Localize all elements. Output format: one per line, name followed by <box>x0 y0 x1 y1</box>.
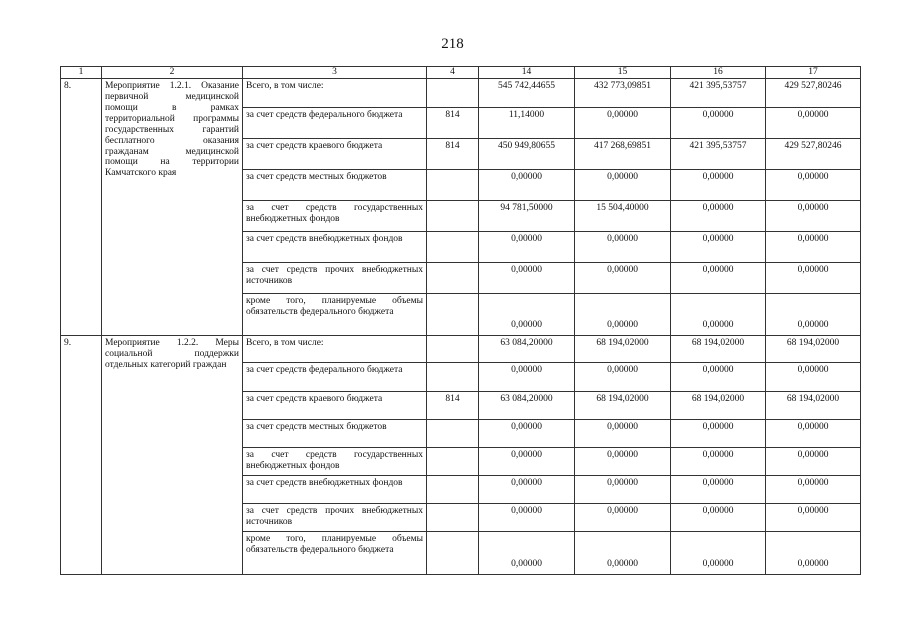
amount-cell: 0,00000 <box>479 232 575 263</box>
row-number: 9. <box>61 336 102 575</box>
amount-cell: 429 527,80246 <box>766 79 861 108</box>
funding-source: за счет средств прочих внебюджетных источников <box>243 263 427 294</box>
budget-code <box>427 294 479 336</box>
column-header: 4 <box>427 67 479 79</box>
budget-code <box>427 336 479 363</box>
amount-cell: 0,00000 <box>479 170 575 201</box>
budget-code <box>427 363 479 392</box>
amount-cell: 0,00000 <box>671 363 766 392</box>
amount-cell: 0,00000 <box>479 263 575 294</box>
amount-cell: 68 194,02000 <box>575 336 671 363</box>
amount-cell: 0,00000 <box>766 294 861 336</box>
funding-source: за счет средств государственных внебюджетных фондов <box>243 201 427 232</box>
amount-cell: 0,00000 <box>479 476 575 504</box>
column-header: 15 <box>575 67 671 79</box>
funding-source: за счет средств государственных внебюджетных фондов <box>243 448 427 476</box>
amount-cell: 0,00000 <box>575 108 671 139</box>
funding-source: за счет средств федерального бюджета <box>243 363 427 392</box>
funding-source: за счет средств федерального бюджета <box>243 108 427 139</box>
amount-cell: 68 194,02000 <box>766 336 861 363</box>
table-row <box>61 336 861 363</box>
row-number: 8. <box>61 79 102 336</box>
amount-cell: 0,00000 <box>479 294 575 336</box>
measure-name: Мероприятие 1.2.1. Оказание первичной медицинской помощи в рамках территориальной программы государственных гарантий бесплатного оказания гражданам медицинской помощи на территории Камчатского края <box>102 79 243 336</box>
amount-cell: 0,00000 <box>766 263 861 294</box>
amount-cell: 0,00000 <box>671 504 766 532</box>
amount-cell: 0,00000 <box>575 294 671 336</box>
funding-source: кроме того, планируемые объемы обязательств федерального бюджета <box>243 294 427 336</box>
budget-code <box>427 263 479 294</box>
funding-source: Всего, в том числе: <box>243 79 427 108</box>
column-header: 2 <box>102 67 243 79</box>
budget-code: 814 <box>427 139 479 170</box>
amount-cell: 68 194,02000 <box>766 392 861 420</box>
amount-cell: 68 194,02000 <box>671 336 766 363</box>
amount-cell: 0,00000 <box>766 170 861 201</box>
amount-cell: 0,00000 <box>766 108 861 139</box>
column-header: 16 <box>671 67 766 79</box>
amount-cell: 0,00000 <box>575 263 671 294</box>
amount-cell: 0,00000 <box>479 504 575 532</box>
amount-cell: 0,00000 <box>766 532 861 575</box>
amount-cell: 0,00000 <box>766 232 861 263</box>
amount-cell: 0,00000 <box>479 420 575 448</box>
amount-cell: 11,14000 <box>479 108 575 139</box>
budget-code <box>427 232 479 263</box>
budget-code <box>427 79 479 108</box>
amount-cell: 0,00000 <box>671 294 766 336</box>
funding-source: за счет средств местных бюджетов <box>243 170 427 201</box>
amount-cell: 0,00000 <box>575 532 671 575</box>
budget-code <box>427 420 479 448</box>
amount-cell: 0,00000 <box>575 363 671 392</box>
table-row <box>61 79 861 108</box>
amount-cell: 0,00000 <box>766 201 861 232</box>
amount-cell: 0,00000 <box>479 363 575 392</box>
amount-cell: 0,00000 <box>671 532 766 575</box>
amount-cell: 0,00000 <box>671 170 766 201</box>
amount-cell: 0,00000 <box>575 170 671 201</box>
amount-cell: 429 527,80246 <box>766 139 861 170</box>
amount-cell: 0,00000 <box>479 532 575 575</box>
table-body <box>61 67 861 575</box>
amount-cell: 0,00000 <box>575 448 671 476</box>
amount-cell: 0,00000 <box>766 504 861 532</box>
amount-cell: 94 781,50000 <box>479 201 575 232</box>
amount-cell: 545 742,44655 <box>479 79 575 108</box>
budget-code: 814 <box>427 108 479 139</box>
column-header: 17 <box>766 67 861 79</box>
amount-cell: 450 949,80655 <box>479 139 575 170</box>
funding-source: за счет средств местных бюджетов <box>243 420 427 448</box>
amount-cell: 0,00000 <box>575 476 671 504</box>
funding-source: кроме того, планируемые объемы обязательств федерального бюджета <box>243 532 427 575</box>
amount-cell: 421 395,53757 <box>671 79 766 108</box>
amount-cell: 0,00000 <box>766 448 861 476</box>
amount-cell: 0,00000 <box>766 476 861 504</box>
column-number-row <box>61 67 861 79</box>
amount-cell: 68 194,02000 <box>671 392 766 420</box>
budget-table <box>60 66 861 575</box>
amount-cell: 0,00000 <box>671 420 766 448</box>
budget-code <box>427 448 479 476</box>
column-header: 1 <box>61 67 102 79</box>
amount-cell: 15 504,40000 <box>575 201 671 232</box>
funding-source: за счет средств краевого бюджета <box>243 392 427 420</box>
amount-cell: 0,00000 <box>671 448 766 476</box>
funding-source: за счет средств краевого бюджета <box>243 139 427 170</box>
funding-source: Всего, в том числе: <box>243 336 427 363</box>
amount-cell: 0,00000 <box>671 476 766 504</box>
amount-cell: 0,00000 <box>479 448 575 476</box>
budget-code <box>427 532 479 575</box>
amount-cell: 0,00000 <box>575 232 671 263</box>
budget-code: 814 <box>427 392 479 420</box>
page-number: 218 <box>441 36 464 52</box>
amount-cell: 0,00000 <box>671 108 766 139</box>
budget-code <box>427 201 479 232</box>
amount-cell: 432 773,09851 <box>575 79 671 108</box>
column-header: 14 <box>479 67 575 79</box>
amount-cell: 0,00000 <box>575 420 671 448</box>
funding-source: за счет средств внебюджетных фондов <box>243 232 427 263</box>
budget-code <box>427 170 479 201</box>
budget-code <box>427 476 479 504</box>
column-header: 3 <box>243 67 427 79</box>
amount-cell: 0,00000 <box>766 420 861 448</box>
measure-name: Мероприятие 1.2.2. Меры социальной поддержки отдельных категорий граждан <box>102 336 243 575</box>
amount-cell: 0,00000 <box>766 363 861 392</box>
amount-cell: 421 395,53757 <box>671 139 766 170</box>
amount-cell: 0,00000 <box>671 263 766 294</box>
budget-code <box>427 504 479 532</box>
funding-source: за счет средств прочих внебюджетных источников <box>243 504 427 532</box>
amount-cell: 68 194,02000 <box>575 392 671 420</box>
amount-cell: 0,00000 <box>671 232 766 263</box>
funding-source: за счет средств внебюджетных фондов <box>243 476 427 504</box>
amount-cell: 63 084,20000 <box>479 336 575 363</box>
amount-cell: 0,00000 <box>671 201 766 232</box>
amount-cell: 0,00000 <box>575 504 671 532</box>
amount-cell: 417 268,69851 <box>575 139 671 170</box>
amount-cell: 63 084,20000 <box>479 392 575 420</box>
